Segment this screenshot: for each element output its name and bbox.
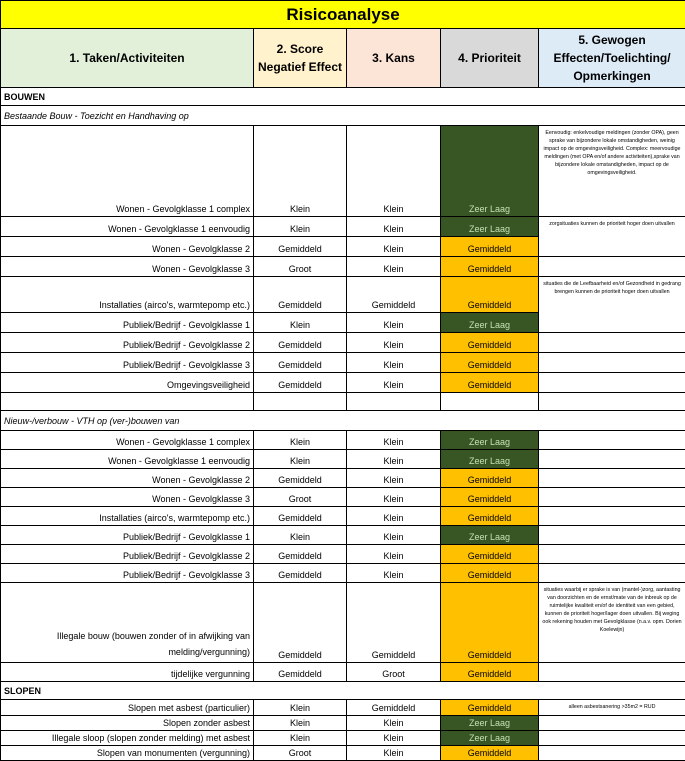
score-cell: Gemiddeld: [254, 507, 347, 526]
kans-cell: Gemiddeld: [347, 583, 441, 663]
remark-cell: [539, 373, 685, 393]
kans-cell: Klein: [347, 469, 441, 488]
task-cell: Wonen - Gevolgklasse 1 eenvoudig: [1, 450, 254, 469]
score-cell: Klein: [254, 431, 347, 450]
priority-cell: Zeer Laag: [441, 431, 539, 450]
score-cell: Gemiddeld: [254, 277, 347, 313]
priority-cell: Zeer Laag: [441, 716, 539, 731]
table-row: [1, 545, 685, 564]
kans-cell: Klein: [347, 716, 441, 731]
remark-cell: [539, 507, 685, 526]
table-row: [1, 353, 685, 373]
remark-cell: alleen asbestsanering >35m2 = RUD: [539, 700, 685, 716]
kans-cell: Klein: [347, 450, 441, 469]
score-cell: Klein: [254, 313, 347, 333]
priority-cell: Gemiddeld: [441, 469, 539, 488]
kans-cell: Klein: [347, 507, 441, 526]
kans-cell: Klein: [347, 488, 441, 507]
score-cell: Gemiddeld: [254, 373, 347, 393]
header-score: 2. Score Negatief Effect: [254, 29, 347, 88]
table-row: [1, 277, 685, 313]
priority-cell: Gemiddeld: [441, 507, 539, 526]
score-cell: Gemiddeld: [254, 237, 347, 257]
table-row: [1, 583, 685, 663]
table-row: [1, 373, 685, 393]
remark-cell: [539, 564, 685, 583]
score-cell: Gemiddeld: [254, 353, 347, 373]
empty-cell: [254, 393, 347, 411]
score-cell: Klein: [254, 217, 347, 237]
kans-cell: Klein: [347, 353, 441, 373]
remark-cell: [539, 731, 685, 746]
task-cell: Slopen van monumenten (vergunning): [1, 746, 254, 761]
task-cell: Publiek/Bedrijf - Gevolgklasse 3: [1, 353, 254, 373]
task-cell: Publiek/Bedrijf - Gevolgklasse 2: [1, 545, 254, 564]
priority-cell: Gemiddeld: [441, 545, 539, 564]
remark-cell: [539, 450, 685, 469]
table-row: [1, 526, 685, 545]
remark-cell: [539, 333, 685, 353]
table-row: [1, 700, 685, 716]
priority-cell: Zeer Laag: [441, 526, 539, 545]
priority-cell: Gemiddeld: [441, 237, 539, 257]
score-cell: Klein: [254, 450, 347, 469]
priority-cell: Gemiddeld: [441, 700, 539, 716]
kans-cell: Klein: [347, 126, 441, 217]
kans-cell: Klein: [347, 217, 441, 237]
kans-cell: Klein: [347, 564, 441, 583]
priority-cell: Gemiddeld: [441, 277, 539, 313]
table-row: [1, 450, 685, 469]
priority-cell: Zeer Laag: [441, 731, 539, 746]
section-bouwen: BOUWEN: [1, 88, 685, 106]
table-row: [1, 257, 685, 277]
task-cell: Wonen - Gevolgklasse 1 complex: [1, 431, 254, 450]
priority-cell: Gemiddeld: [441, 373, 539, 393]
priority-cell: Zeer Laag: [441, 450, 539, 469]
kans-cell: Gemiddeld: [347, 700, 441, 716]
table-row: [1, 564, 685, 583]
header-taken: 1. Taken/Activiteiten: [1, 29, 254, 88]
task-cell: Wonen - Gevolgklasse 3: [1, 488, 254, 507]
kans-cell: Klein: [347, 731, 441, 746]
score-cell: Gemiddeld: [254, 545, 347, 564]
table-row: [1, 469, 685, 488]
score-cell: Klein: [254, 716, 347, 731]
kans-cell: Klein: [347, 746, 441, 761]
task-cell: Installaties (airco's, warmtepomp etc.): [1, 507, 254, 526]
kans-cell: Klein: [347, 257, 441, 277]
task-cell: tijdelijke vergunning: [1, 663, 254, 682]
empty-cell: [539, 393, 685, 411]
task-cell: Illegale bouw (bouwen zonder of in afwijking van melding/vergunning): [1, 583, 254, 663]
remark-cell: [539, 663, 685, 682]
priority-cell: Gemiddeld: [441, 564, 539, 583]
task-cell: Publiek/Bedrijf - Gevolgklasse 3: [1, 564, 254, 583]
remark-cell: zorgsituaties kunnen de prioriteit hoger doen uitvallen: [539, 217, 685, 257]
task-cell: Slopen met asbest (particulier): [1, 700, 254, 716]
kans-cell: Gemiddeld: [347, 277, 441, 313]
score-cell: Gemiddeld: [254, 564, 347, 583]
priority-cell: Gemiddeld: [441, 257, 539, 277]
score-cell: Gemiddeld: [254, 469, 347, 488]
kans-cell: Klein: [347, 373, 441, 393]
priority-cell: Gemiddeld: [441, 488, 539, 507]
task-cell: Installaties (airco's, warmtepomp etc.): [1, 277, 254, 313]
section-slopen: SLOPEN: [1, 682, 685, 700]
empty-cell: [441, 393, 539, 411]
priority-cell: Gemiddeld: [441, 663, 539, 682]
priority-cell: Gemiddeld: [441, 353, 539, 373]
priority-cell: Zeer Laag: [441, 217, 539, 237]
remark-cell: [539, 526, 685, 545]
header-toelichting: 5. Gewogen Effecten/Toelichting/ Opmerkingen: [539, 29, 685, 88]
priority-cell: Gemiddeld: [441, 333, 539, 353]
remark-cell: [539, 746, 685, 761]
remark-cell: [539, 257, 685, 277]
remark-cell: situaties die de Leefbaarheid en/of Gezondheid in gedrang brengen kunnen de prioriteit hoger doen uitvallen: [539, 277, 685, 333]
header-prioriteit: 4. Prioriteit: [441, 29, 539, 88]
empty-cell: [347, 393, 441, 411]
task-cell: Wonen - Gevolgklasse 1 eenvoudig: [1, 217, 254, 237]
score-cell: Groot: [254, 257, 347, 277]
subsection-nieuwbouw: Nieuw-/verbouw - VTH op (ver-)bouwen van: [1, 411, 685, 431]
remark-cell: [539, 469, 685, 488]
score-cell: Gemiddeld: [254, 583, 347, 663]
task-cell: Publiek/Bedrijf - Gevolgklasse 1: [1, 526, 254, 545]
table-row: [1, 217, 685, 237]
empty-cell: [1, 393, 254, 411]
table-row: [1, 507, 685, 526]
table-row: [1, 716, 685, 731]
table-row: [1, 431, 685, 450]
table-row: [1, 333, 685, 353]
task-cell: Publiek/Bedrijf - Gevolgklasse 1: [1, 313, 254, 333]
kans-cell: Klein: [347, 431, 441, 450]
remark-cell: [539, 431, 685, 450]
task-cell: Slopen zonder asbest: [1, 716, 254, 731]
remark-cell: situaties waarbij er sprake is van (mantel-)zorg, aantasting van doorzichten en de ernst/mate van de inbreuk op de ruimtelijke kwaliteit en/of de identiteit van een gebied, kunnen de prioriteit hoger/lager doen uitvallen. Bij weging ook rekening houden met Gevolgklasse (n.a.v. opm. Dorien Koelewijn): [539, 583, 685, 663]
score-cell: Klein: [254, 126, 347, 217]
kans-cell: Klein: [347, 333, 441, 353]
kans-cell: Klein: [347, 526, 441, 545]
remark-cell: [539, 545, 685, 564]
table-row: [1, 488, 685, 507]
remark-cell: [539, 716, 685, 731]
table-row: [1, 731, 685, 746]
priority-cell: Zeer Laag: [441, 313, 539, 333]
task-cell: Wonen - Gevolgklasse 2: [1, 469, 254, 488]
sheet-title: Risicoanalyse: [1, 1, 685, 29]
table-row: [1, 126, 685, 217]
kans-cell: Klein: [347, 313, 441, 333]
header-kans: 3. Kans: [347, 29, 441, 88]
table-row: [1, 746, 685, 761]
priority-cell: Gemiddeld: [441, 746, 539, 761]
score-cell: Gemiddeld: [254, 663, 347, 682]
score-cell: Klein: [254, 700, 347, 716]
kans-cell: Klein: [347, 545, 441, 564]
remark-cell: Eenvoudig: enkelvoudige meldingen (zonder OPA), geen sprake van bijzondere lokale omstandigheden, weinig impact op de omgevingsveiligheid. Complex: meervoudige meldingen (met OPA en/of andere activiteiten),sprake van bijzondere lokale omstandigheden, impact op de omgevingsveiligheid.: [539, 126, 685, 217]
task-cell: Wonen - Gevolgklasse 2: [1, 237, 254, 257]
kans-cell: Groot: [347, 663, 441, 682]
subsection-bestaande-bouw: Bestaande Bouw - Toezicht en Handhaving op: [1, 106, 685, 126]
table-row: [1, 663, 685, 682]
remark-cell: [539, 353, 685, 373]
score-cell: Groot: [254, 746, 347, 761]
score-cell: Klein: [254, 526, 347, 545]
kans-cell: Klein: [347, 237, 441, 257]
spacer-row: [1, 393, 685, 411]
task-cell: Illegale sloop (slopen zonder melding) met asbest: [1, 731, 254, 746]
priority-cell: Gemiddeld: [441, 583, 539, 663]
priority-cell: Zeer Laag: [441, 126, 539, 217]
task-cell: Wonen - Gevolgklasse 3: [1, 257, 254, 277]
remark-cell: [539, 488, 685, 507]
score-cell: Gemiddeld: [254, 333, 347, 353]
score-cell: Klein: [254, 731, 347, 746]
task-cell: Omgevingsveiligheid: [1, 373, 254, 393]
task-cell: Wonen - Gevolgklasse 1 complex: [1, 126, 254, 217]
task-cell: Publiek/Bedrijf - Gevolgklasse 2: [1, 333, 254, 353]
score-cell: Groot: [254, 488, 347, 507]
